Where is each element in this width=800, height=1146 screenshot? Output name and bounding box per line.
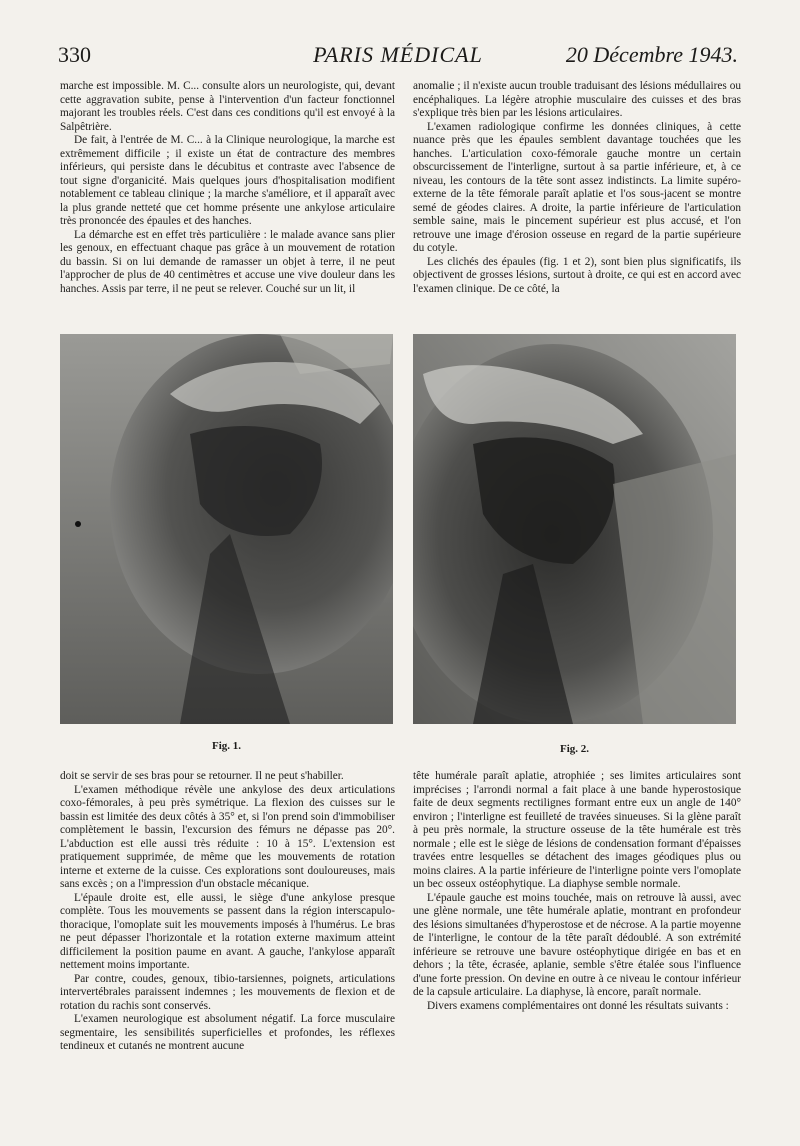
figure-1-caption: Fig. 1. <box>211 740 242 752</box>
page-header <box>58 40 738 74</box>
figure-1-xray-right-shoulder <box>60 334 393 724</box>
issue-date: 20 Décembre 1943. <box>565 42 738 67</box>
paragraph: Divers examens complémentaires ont donné les résultats suivants : <box>427 999 729 1012</box>
figure-2-xray-left-shoulder <box>413 334 736 724</box>
paragraph: L'examen méthodique révèle une ankylose des deux articulations coxo-fémorales, à peu près symétrique. La flexion des cuisses sur le bassin est limitée des deux côtés à 35° et, si l'on prend soin d'immobiliser complètement le bassin, l'excursion des fémurs ne dépasse pas 20°. L'abduction est elle aussi très réduite : 10 à 15°. L'extension est pratiquement supprimée, de même que les mouvements de rotation interne et externe de la cuisse. Ces explorations sont douloureuses, mais sans excès ; on a l'impression d'un obstacle mécanique. <box>60 783 395 890</box>
paragraph: anomalie ; il n'existe aucun trouble traduisant des lésions médullaires ou encéphaliques. La légère atrophie musculaire des cuisses et des bras s'explique très bien par les lésions articulaires. <box>413 80 741 119</box>
paragraph: Par contre, coudes, genoux, tibio-tarsiennes, poignets, articulations intervertébrales paraissent indemnes ; les mouvements de flexion et de rotation du rachis sont conservés. <box>60 972 395 1012</box>
figure-2-caption: Fig. 2. <box>559 743 590 755</box>
paragraph: doit se servir de ses bras pour se retourner. Il ne peut s'habiller. <box>60 770 344 782</box>
xray-image <box>413 334 736 724</box>
right-column-bottom <box>413 770 741 1100</box>
paragraph: La démarche est en effet très particulière : le malade avance sans plier les genoux, en effectuant chaque pas grâce à un mouvement de rotation du bassin. Si on lui demande de ramasser un objet à terre, il ne peut l'approcher de plus de 40 centimètres et accuse une vive douleur dans les hanches. Assis par terre, il ne peut se relever. Couché sur un lit, il <box>60 228 395 295</box>
paragraph: marche est impossible. M. C... consulte alors un neurologiste, qui, devant cette aggravation subite, pense à l'intervention d'un facteur fonctionnel majorant les troubles réels. C'est dans ces conditions qu'il est envoyé à la Salpêtrière. <box>60 80 395 133</box>
paragraph: De fait, à l'entrée de M. C... à la Clinique neurologique, la marche est extrêmement difficile ; il existe un état de contracture des membres inférieurs, qui persiste dans le décubitus et contraste avec l'absence de tout signe d'organicité. Mais quelques jours d'hospitalisation modifient notablement ce tableau clinique ; la marche s'améliore, et il apparaît avec la plus grande netteté que cet homme présente une ankylose articulaire très prononcée des épaules et des hanches. <box>60 134 395 227</box>
paragraph: tête humérale paraît aplatie, atrophiée ; ses limites articulaires sont imprécises ; l'arrondi normal a fait place à une bande hyperostosique faite de deux segments rectilignes formant entre eux un angle de 140° environ ; l'interligne est feuilleté de travées sinueuses. Si la glène paraît à peu près normale, la structure osseuse de la tête humérale est très normale ; elle est le siège de lésions de condensation formant d'épaisses travées entre lesquelles se détachent des images géodiques plus ou moins claires. A la partie inférieure de l'interligne pointe vers l'omoplate un bec osseux ostéophytique. La diaphyse semble normale. <box>413 770 741 890</box>
paragraph: L'examen radiologique confirme les données cliniques, à cette nuance près que les épaules semblent davantage touchées que les hanches. L'articulation coxo-fémorale gauche montre un certain obscurcissement de l'interligne, surtout à sa partie inférieure, et, à ce niveau, les contours de la tête sont assez indistincts. La limite supéro-externe de la tête fémorale paraît aplatie et l'os sous-jacent se montre semé de géodes claires. A droite, la partie inférieure de l'articulation semble saine, mais le pincement supérieur est plus accusé, et l'on retrouve une image d'érosion osseuse en regard de la partie supérieure du cotyle. <box>413 120 741 254</box>
paragraph: Les clichés des épaules (fig. 1 et 2), sont bien plus significatifs, ils objectivent de grosses lésions, surtout à droite, ce qui est en accord avec l'examen clinique. De ce côté, la <box>413 255 741 295</box>
paragraph: L'épaule gauche est moins touchée, mais on retrouve là aussi, avec une glène normale, une tête humérale aplatie, montrant en profondeur des lésions simultanées d'hyperostose et de nécrose. A la partie moyenne de l'interligne, le contour de la tête paraît dédoublé. A son extrémité inférieure se retrouve une bavure ostéophytique dirigée en bas et en dehors ; la tête, écrasée, aplanie, semble s'être étalée sous l'influence d'une forte pression. On devine en outre à ce niveau le contour inférieur de la capsule articulaire. La diaphyse, là encore, paraît normale. <box>413 891 741 998</box>
right-column-top <box>413 80 741 330</box>
left-column-bottom <box>60 770 395 1110</box>
xray-image <box>60 334 393 724</box>
paragraph: L'examen neurologique est absolument négatif. La force musculaire segmentaire, les sensibilités superficielles et profondes, les réflexes tendineux et cutanés ne montrent aucune <box>60 1013 395 1052</box>
journal-title: PARIS MÉDICAL <box>313 42 483 67</box>
paragraph: L'épaule droite est, elle aussi, le siège d'une ankylose presque complète. Tous les mouvements se passent dans la région interscapulo-thoracique, l'omoplate suit les mouvements imposés à l'humérus. Le bras ne peut dépasser l'horizontale et la rotation externe maximum atteint difficilement la position paume en avant. A gauche, l'ankylose apparaît nettement moins importante. <box>60 891 395 971</box>
page-number: 330 <box>58 42 91 67</box>
left-column-top <box>60 80 395 330</box>
